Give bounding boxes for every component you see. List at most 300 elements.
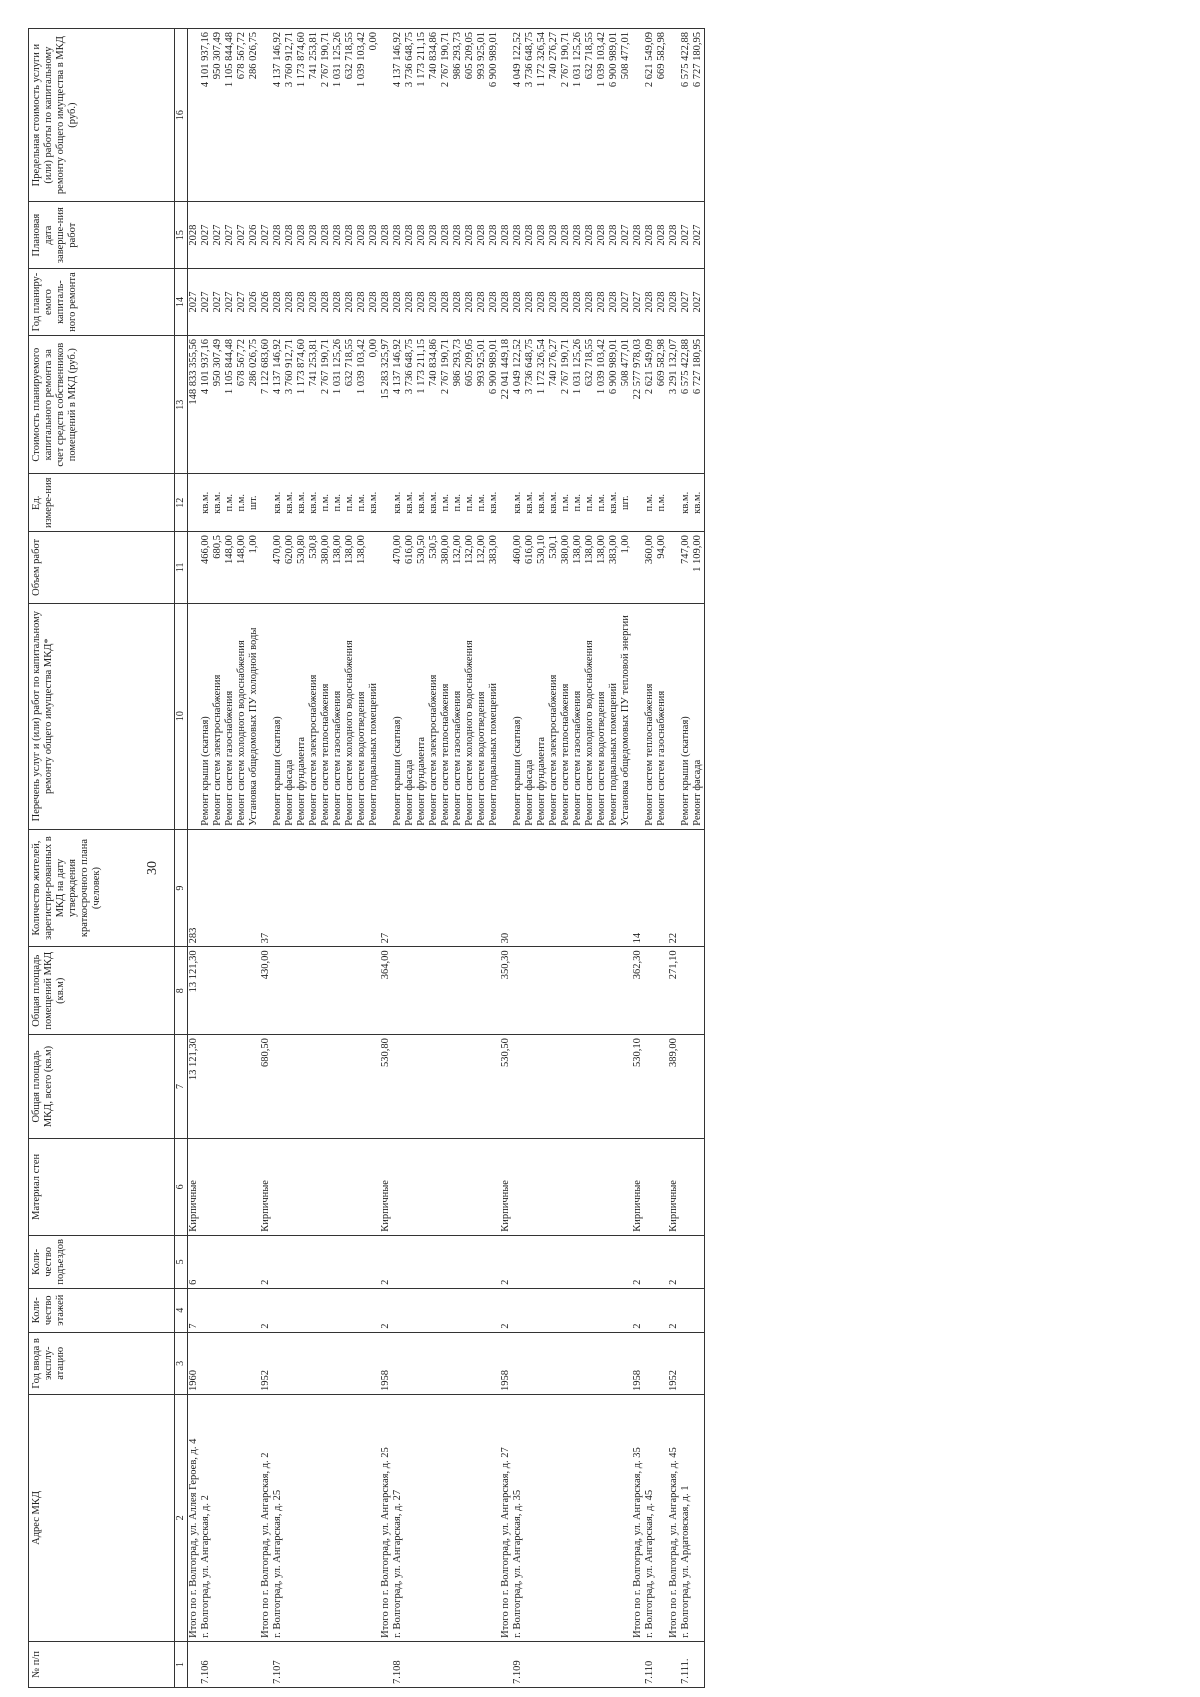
table-cell — [248, 829, 260, 947]
column-number: 13 — [175, 335, 188, 473]
table-cell — [260, 1641, 272, 1687]
column-number: 14 — [175, 269, 188, 336]
table-cell: 669 582,98 — [656, 335, 668, 473]
table-cell — [224, 1288, 236, 1332]
table-cell — [488, 1138, 500, 1235]
table-cell: Ремонт систем водоотведения — [476, 603, 488, 829]
table-cell: 632 718,55 — [344, 29, 356, 202]
table-cell: 3 736 648,75 — [524, 335, 536, 473]
table-cell — [272, 1035, 284, 1139]
table-cell: 605 209,05 — [464, 29, 476, 202]
table-cell: 2028 — [440, 269, 452, 336]
table-cell — [272, 1332, 284, 1394]
table-cell: п.м. — [356, 474, 368, 532]
table-cell — [548, 829, 560, 947]
table-cell: 2028 — [308, 269, 320, 336]
table-cell — [548, 1235, 560, 1288]
table-cell: 2 767 190,71 — [320, 29, 332, 202]
table-cell: 740 834,86 — [428, 335, 440, 473]
table-cell: 2026 — [248, 269, 260, 336]
table-cell — [332, 1138, 344, 1235]
table-cell — [320, 1332, 332, 1394]
table-cell: п.м. — [236, 474, 248, 532]
table-cell — [332, 1641, 344, 1687]
table-cell: 986 293,73 — [452, 335, 464, 473]
column-header: Общая площадь помещений МКД (кв.м) — [29, 947, 175, 1035]
table-cell: Итого по г. Волгоград, ул. Аллея Героев, д. 4 — [188, 1394, 201, 1641]
table-cell — [284, 1138, 296, 1235]
table-cell — [416, 1394, 428, 1641]
table-cell — [368, 1035, 380, 1139]
table-cell — [572, 1235, 584, 1288]
table-cell: 2 621 549,09 — [644, 29, 656, 202]
table-cell: п.м. — [440, 474, 452, 532]
table-row — [512, 29, 524, 1688]
table-cell: 2028 — [572, 202, 584, 269]
table-cell: кв.м. — [284, 474, 296, 532]
table-cell — [620, 1035, 632, 1139]
table-cell — [356, 829, 368, 947]
table-cell — [644, 1035, 656, 1139]
table-cell — [212, 1035, 224, 1139]
table-cell — [332, 829, 344, 947]
table-cell — [464, 1035, 476, 1139]
table-cell — [332, 1035, 344, 1139]
table-cell — [476, 947, 488, 1035]
table-cell — [392, 1138, 404, 1235]
table-cell — [296, 1288, 308, 1332]
table-cell — [692, 1288, 705, 1332]
table-cell — [452, 1332, 464, 1394]
table-cell: 1,00 — [620, 532, 632, 604]
table-cell — [296, 1035, 308, 1139]
table-cell — [560, 1235, 572, 1288]
table-cell — [308, 947, 320, 1035]
table-cell: 4 101 937,16 — [200, 335, 212, 473]
table-cell: 1 031 125,26 — [572, 335, 584, 473]
table-cell — [596, 947, 608, 1035]
table-cell: 380,00 — [560, 532, 572, 604]
table-cell: 2028 — [512, 269, 524, 336]
table-cell — [224, 1332, 236, 1394]
table-cell: 3 736 648,75 — [404, 335, 416, 473]
table-cell — [596, 1138, 608, 1235]
table-cell: 2028 — [368, 269, 380, 336]
table-cell — [524, 1332, 536, 1394]
table-cell: Кирпичные — [188, 1138, 201, 1235]
table-cell — [656, 1394, 668, 1641]
table-cell — [632, 29, 644, 202]
table-cell — [200, 1288, 212, 1332]
table-cell — [692, 1138, 705, 1235]
table-cell — [608, 947, 620, 1035]
table-row — [584, 29, 596, 1688]
table-cell — [416, 1641, 428, 1687]
table-cell: 4 101 937,16 — [200, 29, 212, 202]
table-cell: 148,00 — [236, 532, 248, 604]
table-cell — [560, 1394, 572, 1641]
table-cell — [404, 1641, 416, 1687]
table-cell: Итого по г. Волгоград, ул. Ангарская, д. 25 — [380, 1394, 392, 1641]
table-cell — [560, 829, 572, 947]
table-cell — [596, 1288, 608, 1332]
table-cell — [572, 1035, 584, 1139]
table-cell: Ремонт крыши (скатная) — [200, 603, 212, 829]
table-cell — [632, 1641, 644, 1687]
table-cell — [248, 1035, 260, 1139]
table-cell: 37 — [260, 829, 272, 947]
table-cell — [380, 1641, 392, 1687]
table-cell: 1 173 874,60 — [296, 335, 308, 473]
total-row — [668, 29, 680, 1688]
table-row — [428, 29, 440, 1688]
column-header: Предельная стоимость услуги и (или) работы по капитальному ремонту общего имущества в МКД (руб.) — [29, 29, 175, 202]
table-cell: шт. — [248, 474, 260, 532]
table-cell: 2028 — [356, 269, 368, 336]
table-cell — [476, 1641, 488, 1687]
table-cell: Ремонт систем теплоснабжения — [320, 603, 332, 829]
table-cell: Установка общедомовых ПУ холодной воды — [248, 603, 260, 829]
table-cell: 3 736 648,75 — [404, 29, 416, 202]
table-cell: 1952 — [260, 1332, 272, 1394]
table-cell — [608, 1332, 620, 1394]
table-cell — [308, 1332, 320, 1394]
table-cell — [332, 1235, 344, 1288]
table-cell: 740 276,27 — [548, 335, 560, 473]
table-cell — [476, 1288, 488, 1332]
table-cell: 2 767 190,71 — [560, 29, 572, 202]
column-number: 3 — [175, 1332, 188, 1394]
table-cell — [344, 1235, 356, 1288]
table-cell — [344, 1332, 356, 1394]
table-cell: Ремонт крыши (скатная) — [272, 603, 284, 829]
table-cell — [344, 1035, 356, 1139]
table-cell: 2028 — [416, 202, 428, 269]
table-cell — [428, 1332, 440, 1394]
table-cell: 7.110 — [644, 1641, 656, 1687]
table-cell: Ремонт систем электроснабжения — [548, 603, 560, 829]
table-cell: 2028 — [476, 269, 488, 336]
table-cell — [272, 1138, 284, 1235]
table-cell: 364,00 — [380, 947, 392, 1035]
table-cell: кв.м. — [524, 474, 536, 532]
table-row — [536, 29, 548, 1688]
table-cell: 2 621 549,09 — [644, 335, 656, 473]
table-cell: 2028 — [608, 269, 620, 336]
table-cell: 2028 — [296, 269, 308, 336]
column-header: Ед. измере-ния — [29, 474, 175, 532]
table-cell: 530,80 — [296, 532, 308, 604]
table-cell — [212, 829, 224, 947]
header-row — [29, 29, 175, 1688]
table-cell — [620, 1288, 632, 1332]
table-cell — [524, 1394, 536, 1641]
table-cell: 1 173 211,15 — [416, 29, 428, 202]
table-cell — [236, 1332, 248, 1394]
table-row — [224, 29, 236, 1688]
table-cell: 2028 — [380, 269, 392, 336]
table-cell — [200, 1138, 212, 1235]
table-cell — [548, 1332, 560, 1394]
table-cell: кв.м. — [200, 474, 212, 532]
table-cell — [248, 1394, 260, 1641]
table-cell: 2028 — [404, 269, 416, 336]
table-cell: 2 — [632, 1288, 644, 1332]
table-cell: 271,10 — [668, 947, 680, 1035]
table-cell — [212, 1394, 224, 1641]
table-cell — [668, 1641, 680, 1687]
table-row — [368, 29, 380, 1688]
table-cell — [296, 829, 308, 947]
table-cell: п.м. — [560, 474, 572, 532]
table-cell — [248, 1641, 260, 1687]
table-cell: кв.м. — [392, 474, 404, 532]
column-number: 2 — [175, 1394, 188, 1641]
table-cell: 2028 — [452, 269, 464, 336]
table-cell: 2028 — [500, 202, 512, 269]
table-cell — [608, 1394, 620, 1641]
table-row — [248, 29, 260, 1688]
table-cell: Кирпичные — [380, 1138, 392, 1235]
table-cell: 2028 — [548, 269, 560, 336]
table-cell: Ремонт систем холодного водоснабжения — [236, 603, 248, 829]
table-cell: 2028 — [668, 269, 680, 336]
table-cell: 2028 — [488, 269, 500, 336]
table-cell: 632 718,55 — [344, 335, 356, 473]
table-cell — [308, 1288, 320, 1332]
table-cell: 2028 — [512, 202, 524, 269]
table-cell: 2 767 190,71 — [440, 335, 452, 473]
table-cell: 2027 — [680, 202, 692, 269]
column-header: Количество жителей, зарегистри-рованных в МКД на дату утверждения краткосрочного плана (человек) — [29, 829, 175, 947]
table-cell: 2027 — [260, 202, 272, 269]
table-cell: 741 253,81 — [308, 29, 320, 202]
table-cell — [572, 1288, 584, 1332]
table-cell — [584, 1138, 596, 1235]
table-cell — [320, 829, 332, 947]
column-number: 5 — [175, 1235, 188, 1288]
table-cell — [500, 1641, 512, 1687]
table-cell: 0,00 — [368, 29, 380, 202]
table-cell: 94,00 — [656, 532, 668, 604]
table-cell: 680,50 — [260, 1035, 272, 1139]
table-cell — [224, 1138, 236, 1235]
table-cell: Ремонт фасада — [692, 603, 705, 829]
table-cell: 2028 — [524, 269, 536, 336]
table-cell: 2027 — [620, 202, 632, 269]
table-cell — [464, 947, 476, 1035]
table-cell: 1 039 103,42 — [596, 335, 608, 473]
table-cell — [416, 1288, 428, 1332]
table-cell: Ремонт систем холодного водоснабжения — [584, 603, 596, 829]
table-cell — [488, 1235, 500, 1288]
table-cell: 2028 — [656, 202, 668, 269]
table-cell: 530,5 — [428, 532, 440, 604]
table-cell: Ремонт подвальных помещений — [368, 603, 380, 829]
table-cell: 2028 — [632, 202, 644, 269]
table-cell — [464, 1138, 476, 1235]
table-cell: п.м. — [344, 474, 356, 532]
table-cell — [284, 947, 296, 1035]
table-cell — [512, 1138, 524, 1235]
table-cell — [608, 1138, 620, 1235]
table-cell: 13 121,30 — [188, 947, 201, 1035]
table-cell: кв.м. — [428, 474, 440, 532]
column-number: 4 — [175, 1288, 188, 1332]
table-cell: 15 283 325,97 — [380, 335, 392, 473]
table-cell: 747,00 — [680, 532, 692, 604]
table-cell — [620, 1641, 632, 1687]
table-cell — [248, 947, 260, 1035]
table-cell — [284, 1394, 296, 1641]
table-cell: 1 105 844,48 — [224, 335, 236, 473]
table-cell: 680,5 — [212, 532, 224, 604]
table-row — [344, 29, 356, 1688]
table-cell: 2028 — [284, 269, 296, 336]
table-row — [656, 29, 668, 1688]
table-cell: 741 253,81 — [308, 335, 320, 473]
table-cell: 430,00 — [260, 947, 272, 1035]
table-cell: 530,8 — [308, 532, 320, 604]
table-cell: 2027 — [236, 269, 248, 336]
table-row — [416, 29, 428, 1688]
table-cell: 1 031 125,26 — [572, 29, 584, 202]
table-cell: кв.м. — [416, 474, 428, 532]
table-cell: 2028 — [560, 202, 572, 269]
table-cell: 2 — [500, 1235, 512, 1288]
table-cell: 2028 — [500, 269, 512, 336]
table-cell — [260, 29, 272, 202]
table-cell — [476, 1138, 488, 1235]
table-cell: 2028 — [668, 202, 680, 269]
table-cell — [380, 532, 392, 604]
table-cell: Ремонт систем электроснабжения — [428, 603, 440, 829]
table-cell: кв.м. — [548, 474, 560, 532]
table-cell — [572, 829, 584, 947]
table-cell — [548, 947, 560, 1035]
table-cell: г. Волгоград, ул. Ангарская, д. 2 — [200, 1394, 212, 1641]
table-cell — [668, 29, 680, 202]
table-cell — [524, 1235, 536, 1288]
table-cell — [476, 1394, 488, 1641]
table-cell — [680, 1035, 692, 1139]
table-cell: Итого по г. Волгоград, ул. Ангарская, д. 35 — [632, 1394, 644, 1641]
table-cell — [188, 474, 201, 532]
table-cell: г. Волгоград, ул. Ангарская, д. 45 — [644, 1394, 656, 1641]
table-cell: г. Волгоград, ул. Ангарская, д. 35 — [512, 1394, 524, 1641]
table-cell — [236, 1641, 248, 1687]
table-cell — [548, 1035, 560, 1139]
total-row — [632, 29, 644, 1688]
table-cell — [572, 1332, 584, 1394]
table-cell — [452, 1641, 464, 1687]
table-cell: Ремонт систем водоотведения — [596, 603, 608, 829]
table-row — [608, 29, 620, 1688]
table-cell: 669 582,98 — [656, 29, 668, 202]
table-cell — [632, 603, 644, 829]
table-cell: Ремонт фундамента — [536, 603, 548, 829]
table-cell — [536, 1235, 548, 1288]
table-cell — [452, 1035, 464, 1139]
table-cell — [560, 947, 572, 1035]
table-cell — [452, 829, 464, 947]
table-cell: 14 — [632, 829, 644, 947]
table-cell — [464, 829, 476, 947]
table-cell — [644, 829, 656, 947]
table-cell — [404, 1394, 416, 1641]
table-cell: 22 — [668, 829, 680, 947]
table-cell — [608, 1288, 620, 1332]
table-cell: 2027 — [212, 202, 224, 269]
table-cell: 678 567,72 — [236, 29, 248, 202]
table-cell: 7.107 — [272, 1641, 284, 1687]
table-cell: 389,00 — [668, 1035, 680, 1139]
table-cell — [488, 1288, 500, 1332]
table-cell — [464, 1641, 476, 1687]
table-cell: кв.м. — [680, 474, 692, 532]
table-cell: Ремонт систем газоснабжения — [572, 603, 584, 829]
table-cell: 138,00 — [596, 532, 608, 604]
table-cell — [656, 1235, 668, 1288]
table-cell: 138,00 — [332, 532, 344, 604]
table-cell — [644, 1288, 656, 1332]
table-cell — [452, 1138, 464, 1235]
table-cell — [644, 1235, 656, 1288]
table-cell: 380,00 — [320, 532, 332, 604]
table-cell: 1958 — [500, 1332, 512, 1394]
table-cell — [356, 1394, 368, 1641]
table-cell: Ремонт систем холодного водоснабжения — [344, 603, 356, 829]
table-cell: 3 291 132,07 — [668, 335, 680, 473]
table-header — [29, 29, 188, 1688]
table-cell — [428, 1235, 440, 1288]
table-cell — [368, 1332, 380, 1394]
table-cell: 380,00 — [440, 532, 452, 604]
table-cell: 1 172 326,54 — [536, 29, 548, 202]
table-cell: Ремонт систем водоотведения — [356, 603, 368, 829]
table-row — [284, 29, 296, 1688]
table-cell — [488, 1641, 500, 1687]
table-cell — [524, 1035, 536, 1139]
table-cell — [548, 1641, 560, 1687]
table-cell: 2028 — [644, 202, 656, 269]
table-cell — [656, 1332, 668, 1394]
table-cell: 6 900 989,01 — [608, 335, 620, 473]
table-cell: 148,00 — [224, 532, 236, 604]
table-cell: Ремонт систем теплоснабжения — [440, 603, 452, 829]
table-cell: 6 — [188, 1235, 201, 1288]
table-cell: 2028 — [344, 202, 356, 269]
table-cell — [212, 1288, 224, 1332]
table-cell — [512, 1332, 524, 1394]
table-cell: 530,10 — [536, 532, 548, 604]
table-cell: кв.м. — [212, 474, 224, 532]
table-cell — [500, 29, 512, 202]
table-cell — [308, 1035, 320, 1139]
table-cell: 7.109 — [512, 1641, 524, 1687]
table-body — [188, 29, 705, 1688]
table-cell: кв.м. — [512, 474, 524, 532]
table-cell: Итого по г. Волгоград, ул. Ангарская, д. 2 — [260, 1394, 272, 1641]
table-cell — [356, 1332, 368, 1394]
table-cell — [524, 1641, 536, 1687]
table-row — [332, 29, 344, 1688]
table-cell — [584, 1394, 596, 1641]
table-cell: 2028 — [464, 202, 476, 269]
table-cell: 2028 — [536, 202, 548, 269]
column-header: Коли-чество подъездов — [29, 1235, 175, 1288]
table-cell — [368, 1394, 380, 1641]
